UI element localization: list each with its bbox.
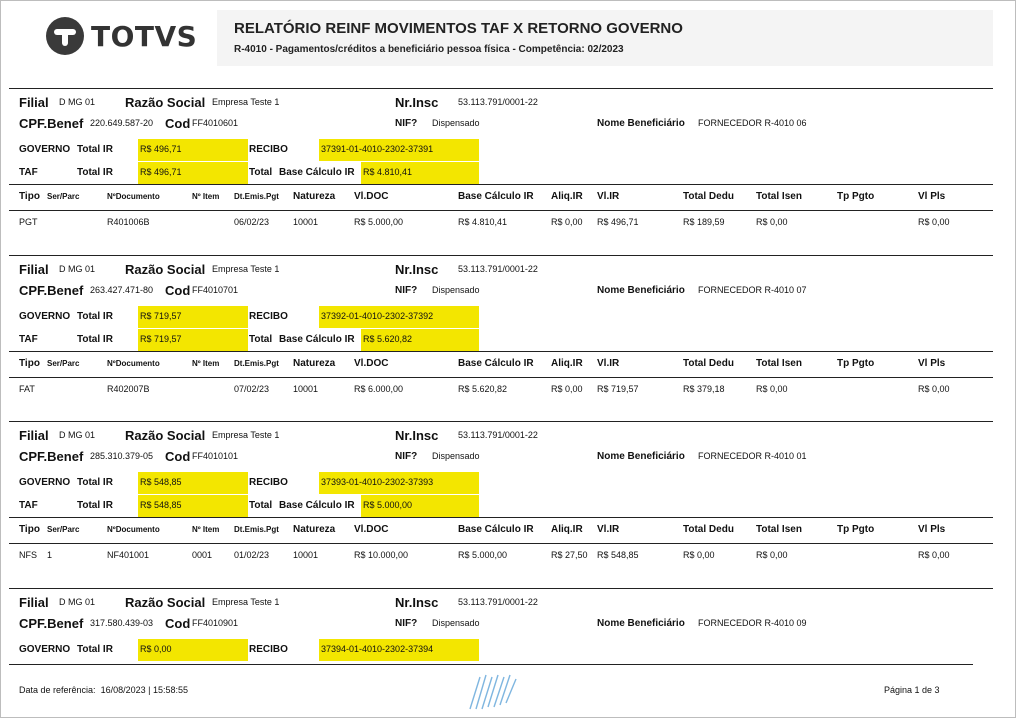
column-header: Vl.DOC (354, 358, 389, 369)
row-cell-ser: 1 (47, 550, 53, 560)
column-header: Tp Pgto (837, 191, 875, 202)
recibo-label: RECIBO (249, 644, 288, 655)
column-header: Aliq.IR (551, 358, 583, 369)
column-header: Total Isen (756, 358, 802, 369)
recibo-highlight (319, 139, 479, 161)
governo-total-ir-value: R$ 548,85 (140, 477, 182, 487)
nif-value: Dispensado (432, 451, 480, 461)
record-top-divider (9, 88, 993, 89)
recibo-highlight (319, 639, 479, 661)
row-cell-base: R$ 4.810,41 (458, 217, 508, 227)
row-cell-vlir: R$ 496,71 (597, 217, 639, 227)
filial-label: Filial (19, 262, 49, 277)
table-header-bottom-divider (9, 543, 993, 544)
table-header-bottom-divider (9, 210, 993, 211)
recibo-label: RECIBO (249, 144, 288, 155)
taf-total-ir-highlight (138, 495, 248, 517)
taf-total-ir-highlight (138, 162, 248, 184)
table-header-top-divider (9, 517, 993, 518)
nome-beneficiario-value: FORNECEDOR R-4010 09 (698, 618, 807, 628)
row-cell-doc: R401006B (107, 217, 150, 227)
taf-base-highlight (361, 495, 479, 517)
nif-label: NIF? (395, 285, 418, 296)
razao-social-value: Empresa Teste 1 (212, 264, 280, 274)
row-cell-vlpls: R$ 0,00 (918, 550, 950, 560)
cod-value: FF4010701 (192, 285, 239, 295)
governo-total-ir-label: Total IR (77, 644, 113, 655)
nr-insc-label: Nr.Insc (395, 262, 439, 277)
row-cell-dt: 07/02/23 (234, 384, 270, 394)
taf-base-calculo-label: Base Cálculo IR (279, 167, 355, 178)
column-header: Total Isen (756, 524, 802, 535)
razao-social-label: Razão Social (125, 595, 206, 610)
taf-total-ir-value: R$ 496,71 (140, 167, 182, 177)
taf-total-ir-highlight (138, 329, 248, 351)
recibo-label: RECIBO (249, 477, 288, 488)
taf-base-value: R$ 4.810,41 (363, 167, 413, 177)
nif-label: NIF? (395, 118, 418, 129)
taf-base-value: R$ 5.620,82 (363, 334, 413, 344)
watermark-icon (464, 671, 520, 716)
row-cell-aliq: R$ 0,00 (551, 217, 583, 227)
row-cell-isen: R$ 0,00 (756, 384, 788, 394)
governo-total-ir-value: R$ 0,00 (140, 644, 172, 654)
record-top-divider (9, 421, 993, 422)
column-header: Ser/Parc (47, 359, 80, 368)
governo-total-ir-label: Total IR (77, 144, 113, 155)
column-header: NºDocumento (107, 359, 160, 368)
filial-value: D MG 01 (59, 97, 96, 107)
filial-value: D MG 01 (59, 264, 96, 274)
recibo-value: 37391-01-4010-2302-37391 (321, 144, 434, 154)
nome-beneficiario-label: Nome Beneficiário (597, 285, 685, 296)
page-number: Página 1 de 3 (884, 685, 940, 695)
governo-total-ir-highlight (138, 639, 248, 661)
row-cell-vldoc: R$ 5.000,00 (354, 217, 404, 227)
row-cell-vlpls: R$ 0,00 (918, 217, 950, 227)
taf-total-label: Total (249, 167, 273, 178)
cpf-benef-value: 317.580.439-03 (90, 618, 154, 628)
cpf-benef-label: CPF.Benef (19, 116, 84, 131)
row-cell-vlir: R$ 719,57 (597, 384, 639, 394)
column-header: Dt.Emis.Pgt (234, 359, 279, 368)
razao-social-value: Empresa Teste 1 (212, 97, 280, 107)
row-cell-dt: 06/02/23 (234, 217, 270, 227)
column-header: Nº Item (192, 192, 220, 201)
column-header: Vl.DOC (354, 524, 389, 535)
column-header: Natureza (293, 191, 336, 202)
column-header: Natureza (293, 524, 336, 535)
reference-value: 16/08/2023 | 15:58:55 (100, 685, 188, 695)
column-header: Tipo (19, 191, 40, 202)
column-header: Dt.Emis.Pgt (234, 192, 279, 201)
cod-label: Cod (165, 449, 191, 464)
recibo-highlight (319, 472, 479, 494)
row-cell-tipo: PGT (19, 217, 38, 227)
footer-divider (9, 664, 973, 665)
row-cell-base: R$ 5.620,82 (458, 384, 508, 394)
column-header: Tipo (19, 358, 40, 369)
taf-label: TAF (19, 334, 38, 345)
razao-social-value: Empresa Teste 1 (212, 597, 280, 607)
cpf-benef-value: 220.649.587-20 (90, 118, 154, 128)
nr-insc-value: 53.113.791/0001-22 (458, 430, 538, 440)
cpf-benef-value: 285.310.379-05 (90, 451, 154, 461)
taf-base-calculo-label: Base Cálculo IR (279, 334, 355, 345)
column-header: NºDocumento (107, 192, 160, 201)
cpf-benef-label: CPF.Benef (19, 616, 84, 631)
row-cell-dedu: R$ 379,18 (683, 384, 725, 394)
recibo-label: RECIBO (249, 311, 288, 322)
governo-total-ir-value: R$ 719,57 (140, 311, 182, 321)
recibo-value: 37392-01-4010-2302-37392 (321, 311, 434, 321)
governo-total-ir-label: Total IR (77, 477, 113, 488)
row-cell-tipo: NFS (19, 550, 37, 560)
nif-label: NIF? (395, 451, 418, 462)
razao-social-label: Razão Social (125, 428, 206, 443)
column-header: Vl.DOC (354, 191, 389, 202)
row-cell-vlir: R$ 548,85 (597, 550, 639, 560)
cod-value: FF4010101 (192, 451, 239, 461)
recibo-value: 37393-01-4010-2302-37393 (321, 477, 434, 487)
column-header: Ser/Parc (47, 525, 80, 534)
column-header: Base Cálculo IR (458, 358, 534, 369)
column-header: Total Dedu (683, 358, 734, 369)
column-header: Vl Pls (918, 191, 946, 202)
table-header-top-divider (9, 351, 993, 352)
cpf-benef-label: CPF.Benef (19, 283, 84, 298)
recibo-highlight (319, 306, 479, 328)
cod-label: Cod (165, 283, 191, 298)
logo-text: TOTVS (91, 19, 198, 53)
row-cell-vldoc: R$ 10.000,00 (354, 550, 409, 560)
column-header: Tp Pgto (837, 358, 875, 369)
nif-value: Dispensado (432, 118, 480, 128)
column-header: Vl.IR (597, 524, 620, 535)
row-cell-base: R$ 5.000,00 (458, 550, 508, 560)
column-header: Base Cálculo IR (458, 524, 534, 535)
nif-label: NIF? (395, 618, 418, 629)
row-cell-vldoc: R$ 6.000,00 (354, 384, 404, 394)
reference-date (19, 685, 188, 695)
row-cell-vlpls: R$ 0,00 (918, 384, 950, 394)
cpf-benef-value: 263.427.471-80 (90, 285, 154, 295)
row-cell-doc: R402007B (107, 384, 150, 394)
nome-beneficiario-label: Nome Beneficiário (597, 118, 685, 129)
row-cell-doc: NF401001 (107, 550, 150, 560)
taf-label: TAF (19, 167, 38, 178)
row-cell-nat: 10001 (293, 384, 319, 394)
reference-label: Data de referência: (19, 685, 96, 695)
row-cell-dt: 01/02/23 (234, 550, 270, 560)
nr-insc-label: Nr.Insc (395, 95, 439, 110)
razao-social-label: Razão Social (125, 95, 206, 110)
taf-label: TAF (19, 500, 38, 511)
nr-insc-value: 53.113.791/0001-22 (458, 597, 538, 607)
razao-social-label: Razão Social (125, 262, 206, 277)
filial-label: Filial (19, 595, 49, 610)
taf-total-label: Total (249, 334, 273, 345)
taf-total-ir-label: Total IR (77, 500, 113, 511)
column-header: Tipo (19, 524, 40, 535)
taf-total-ir-label: Total IR (77, 334, 113, 345)
row-cell-aliq: R$ 0,00 (551, 384, 583, 394)
table-header-top-divider (9, 184, 993, 185)
column-header: Vl.IR (597, 358, 620, 369)
record-top-divider (9, 588, 993, 589)
row-cell-tipo: FAT (19, 384, 35, 394)
governo-label: GOVERNO (19, 144, 71, 155)
filial-label: Filial (19, 95, 49, 110)
nr-insc-label: Nr.Insc (395, 428, 439, 443)
column-header: NºDocumento (107, 525, 160, 534)
nr-insc-value: 53.113.791/0001-22 (458, 264, 538, 274)
row-cell-dedu: R$ 189,59 (683, 217, 725, 227)
column-header: Nº Item (192, 359, 220, 368)
row-cell-aliq: R$ 27,50 (551, 550, 588, 560)
row-cell-nat: 10001 (293, 550, 319, 560)
nome-beneficiario-label: Nome Beneficiário (597, 618, 685, 629)
column-header: Dt.Emis.Pgt (234, 525, 279, 534)
record-top-divider (9, 255, 993, 256)
totvs-logo (45, 16, 197, 56)
row-cell-dedu: R$ 0,00 (683, 550, 715, 560)
taf-base-value: R$ 5.000,00 (363, 500, 413, 510)
taf-total-label: Total (249, 500, 273, 511)
governo-label: GOVERNO (19, 311, 71, 322)
cpf-benef-label: CPF.Benef (19, 449, 84, 464)
filial-value: D MG 01 (59, 430, 96, 440)
column-header: Nº Item (192, 525, 220, 534)
column-header: Tp Pgto (837, 524, 875, 535)
row-cell-nat: 10001 (293, 217, 319, 227)
filial-label: Filial (19, 428, 49, 443)
title-box (217, 10, 993, 66)
razao-social-value: Empresa Teste 1 (212, 430, 280, 440)
governo-total-ir-highlight (138, 139, 248, 161)
table-header-bottom-divider (9, 377, 993, 378)
column-header: Aliq.IR (551, 524, 583, 535)
filial-value: D MG 01 (59, 597, 96, 607)
governo-total-ir-highlight (138, 472, 248, 494)
nif-value: Dispensado (432, 285, 480, 295)
cod-label: Cod (165, 116, 191, 131)
report-subtitle: R-4010 - Pagamentos/créditos a beneficiário pessoa física - Competência: 02/2023 (234, 44, 624, 55)
governo-label: GOVERNO (19, 477, 71, 488)
nome-beneficiario-label: Nome Beneficiário (597, 451, 685, 462)
governo-total-ir-label: Total IR (77, 311, 113, 322)
column-header: Total Dedu (683, 191, 734, 202)
taf-base-highlight (361, 162, 479, 184)
recibo-value: 37394-01-4010-2302-37394 (321, 644, 434, 654)
cod-label: Cod (165, 616, 191, 631)
column-header: Aliq.IR (551, 191, 583, 202)
report-title: RELATÓRIO REINF MOVIMENTOS TAF X RETORNO GOVERNO (234, 20, 683, 37)
nr-insc-label: Nr.Insc (395, 595, 439, 610)
taf-total-ir-value: R$ 719,57 (140, 334, 182, 344)
nome-beneficiario-value: FORNECEDOR R-4010 01 (698, 451, 807, 461)
taf-total-ir-value: R$ 548,85 (140, 500, 182, 510)
row-cell-isen: R$ 0,00 (756, 217, 788, 227)
governo-total-ir-highlight (138, 306, 248, 328)
taf-total-ir-label: Total IR (77, 167, 113, 178)
column-header: Total Isen (756, 191, 802, 202)
row-cell-isen: R$ 0,00 (756, 550, 788, 560)
governo-label: GOVERNO (19, 644, 71, 655)
nr-insc-value: 53.113.791/0001-22 (458, 97, 538, 107)
column-header: Natureza (293, 358, 336, 369)
nome-beneficiario-value: FORNECEDOR R-4010 07 (698, 285, 807, 295)
nome-beneficiario-value: FORNECEDOR R-4010 06 (698, 118, 807, 128)
governo-total-ir-value: R$ 496,71 (140, 144, 182, 154)
nif-value: Dispensado (432, 618, 480, 628)
cod-value: FF4010601 (192, 118, 239, 128)
column-header: Ser/Parc (47, 192, 80, 201)
totvs-logo-icon (45, 16, 85, 56)
taf-base-calculo-label: Base Cálculo IR (279, 500, 355, 511)
column-header: Total Dedu (683, 524, 734, 535)
row-cell-item: 0001 (192, 550, 213, 560)
column-header: Base Cálculo IR (458, 191, 534, 202)
column-header: Vl.IR (597, 191, 620, 202)
cod-value: FF4010901 (192, 618, 239, 628)
taf-base-highlight (361, 329, 479, 351)
column-header: Vl Pls (918, 358, 946, 369)
column-header: Vl Pls (918, 524, 946, 535)
